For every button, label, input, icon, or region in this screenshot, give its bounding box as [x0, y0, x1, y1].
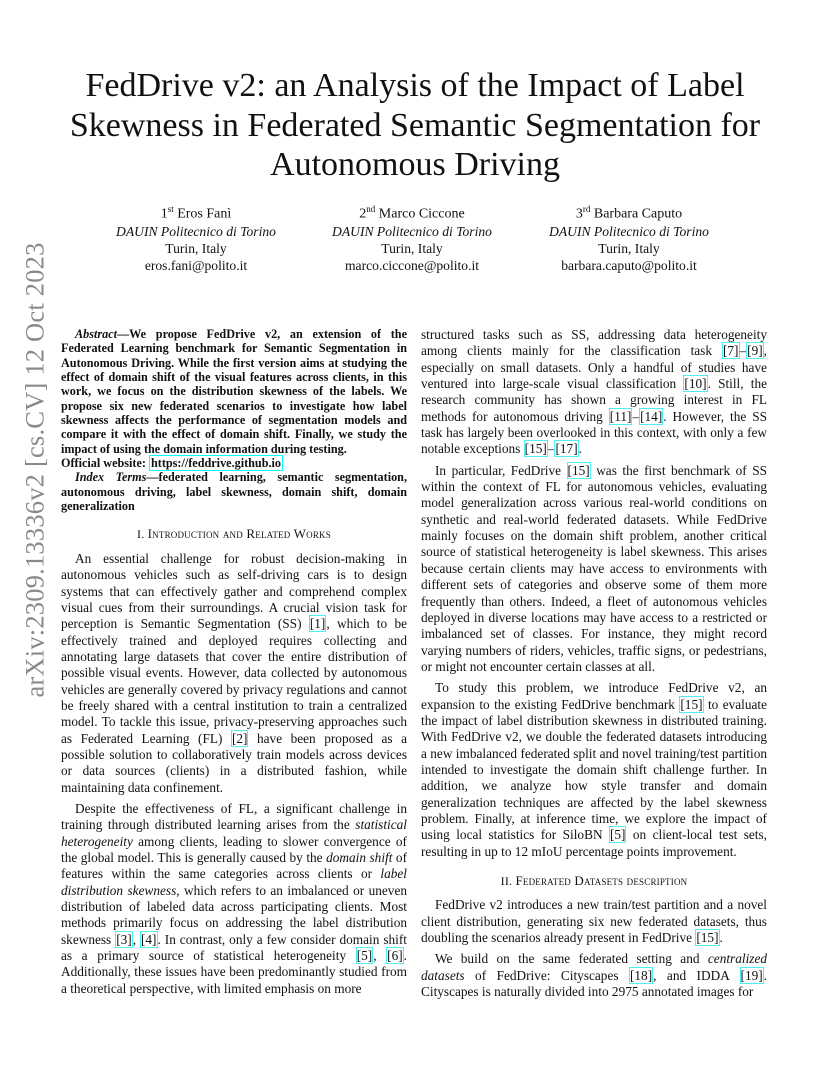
author-block-2: [302, 201, 522, 274]
intro-paragraph-2: Despite the effectiveness of FL, a significant challenge in training through distributed learning arises from the statistical heterogeneity among clients, leading to slower convergence of the global model. This is generally caused by the domain shift of features within the same categories across clients or label distribution skewness, which refers to an imbalanced or uneven distribution of labeled data across participating clients. Most methods primarily focus on addressing the label distribution skewness [3], [4]. In contrast, only a few consider domain shift as a primary source of statistical heterogeneity [5], [6]. Additionally, these issues have been predominantly studied from a theoretical perspective, with limited emphasis on more: [61, 800, 407, 996]
citation-link[interactable]: [2]: [231, 730, 248, 746]
intro-paragraph-4: In particular, FedDrive [15] was the first benchmark of SS within the context of FL for autonomous vehicles, evaluating model generalization across various real-world conditions on synthetic and real-world federated datasets. While FedDrive mainly focuses on the domain shift problem, another critical source of statistical heterogeneity is label skewness. This arises because certain clients may have access to environments with different sets of categories and observe some of them more frequently than others. Indeed, a fleet of autonomous vehicles deployed in diverse locations may have access to a restricted or imbalanced set of classes. For instance, they might record varying numbers of riders, vehicles, traffic signs, or pedestrians, or might not encounter certain classes at all.: [421, 462, 767, 674]
arxiv-id-text: arXiv:2309.13336v2 [cs.CV] 12 Oct 2023: [19, 242, 50, 698]
intro-paragraph-5: To study this problem, we introduce FedDrive v2, an expansion to the existing FedDrive benchmark [15] to evaluate the impact of label distribution skewness in distributed training. With FedDrive v2, we double the federated datasets introducing a new imbalanced federated split and novel training/test partition intended to investigate the domain shift challenge further. In addition, we analyze how style transfer and domain generalization techniques are affected by the label skewness problem. Finally, at inference time, we explore the impact of using local statistics for SiloBN [5] on client-local test sets, resulting in up to 12 mIoU percentage points improvement.: [421, 680, 767, 859]
website-link[interactable]: https://feddrive.github.io: [151, 456, 282, 471]
author-name: 3rd Barbara Caputo: [575, 204, 683, 222]
citation-link[interactable]: [7]: [722, 343, 739, 359]
intro-paragraph-3-continued: structured tasks such as SS, addressing data heterogeneity among clients mainly for the classification task [7]–[9], especially on small datasets. Only a handful of studies have ventured into large-scale visual classification [10]. Still, the research community has shown a growing interest in FL methods for autonomous driving [11]–[14]. However, the SS task has largely been overlooked in this context, with only a few notable exceptions [15]–[17].: [421, 327, 768, 457]
citation-link[interactable]: [15]: [567, 462, 590, 478]
citation-link[interactable]: [18]: [629, 967, 653, 983]
datasets-paragraph-2: We build on the same federated setting and centralized datasets of FedDrive: Cityscapes [18], and IDDA [19]. Cityscapes is naturally divided into 2975 annotated images for: [421, 951, 767, 1000]
citation-link[interactable]: [4]: [140, 931, 157, 947]
right-column: [421, 327, 767, 1000]
author-location: Turin, Italy: [165, 240, 227, 256]
author-name: 2nd Marco Ciccone: [359, 204, 465, 222]
author-name: 1st Eros Fanì: [160, 204, 232, 222]
datasets-paragraph-1: FedDrive v2 introduces a new train/test partition and a novel client distribution, generating six new federated datasets, thus doubling the scenarios already present in FedDrive [15].: [421, 897, 767, 946]
citation-link[interactable]: [5]: [356, 948, 373, 964]
index-terms-label: Index Terms: [75, 470, 147, 485]
left-column: [61, 327, 407, 997]
abstract: Abstract—We propose FedDrive v2, an extension of the Federated Learning benchmark for Semantic Segmentation in Autonomous Driving. While the first version aims at studying the effect of domain shift of the visual features across clients, in this work, we focus on the distribution skewness of the labels. We propose six new federated scenarios to investigate how label skewness affects the performance of segmentation models and compare it with the effect of domain shift. Finally, we study the impact of using the domain information during testing.: [61, 327, 407, 456]
author-email: barbara.caputo@polito.it: [561, 257, 697, 273]
citation-link[interactable]: [17]: [555, 441, 578, 457]
citation-link[interactable]: [6]: [387, 948, 403, 964]
abstract-label: Abstract: [75, 327, 117, 341]
citation-link[interactable]: [11]: [609, 408, 632, 424]
citation-link[interactable]: [10]: [684, 376, 707, 392]
author-email: marco.ciccone@polito.it: [344, 257, 480, 273]
citation-link[interactable]: [9]: [747, 343, 763, 359]
intro-paragraph-1: An essential challenge for robust decision-making in autonomous vehicles such as self-driving cars is to design systems that can effectively gather and comprehend complex visual cues from their surroundings. A crucial vision task for perception is Semantic Segmentation (SS) [1], which to be effectively trained and deployed requires collecting and annotating large datasets that cover the entire distribution of possible visual events. However, data collected by autonomous vehicles are generally covered by privacy regulations and cannot be freely shared with a central institution to train a centralized model. To tackle this issue, privacy-preserving approaches such as Federated Learning (FL) [2] have been proposed as a possible solution to collaboratively train models across devices or data sources (clients) in a distributed fashion, while maintaining data confinement.: [61, 550, 408, 795]
citation-link[interactable]: [15]: [680, 696, 703, 712]
citation-link[interactable]: [3]: [116, 931, 132, 947]
citation-link[interactable]: [1]: [309, 616, 326, 632]
citation-link[interactable]: [14]: [640, 408, 663, 424]
citation-link[interactable]: [15]: [696, 930, 719, 946]
arxiv-identifier-stamp: [0, 0, 60, 1072]
official-website: Official website: https://feddrive.github.io: [61, 456, 282, 471]
author-email: eros.fani@polito.it: [144, 257, 248, 273]
section-heading-introduction: I. Introduction and Related Works: [137, 526, 331, 542]
author-location: Turin, Italy: [598, 240, 660, 256]
author-affiliation: DAUIN Politecnico di Torino: [549, 223, 709, 239]
author-block-1: [86, 201, 306, 274]
author-affiliation: DAUIN Politecnico di Torino: [116, 223, 276, 239]
author-location: Turin, Italy: [381, 240, 443, 256]
index-terms: Index Terms—federated learning, semantic segmentation, autonomous driving, label skewness, domain shift, domain generalization: [61, 470, 407, 514]
author-block-3: [519, 201, 739, 274]
citation-link[interactable]: [5]: [609, 827, 626, 843]
citation-link[interactable]: [15]: [524, 441, 547, 457]
citation-link[interactable]: [19]: [740, 967, 763, 983]
paper-title: FedDrive v2: an Analysis of the Impact of Label Skewness in Federated Semantic Segmentation for Autonomous Driving: [69, 67, 761, 183]
author-affiliation: DAUIN Politecnico di Torino: [332, 223, 492, 239]
section-heading-datasets: II. Federated Datasets description: [500, 873, 688, 888]
